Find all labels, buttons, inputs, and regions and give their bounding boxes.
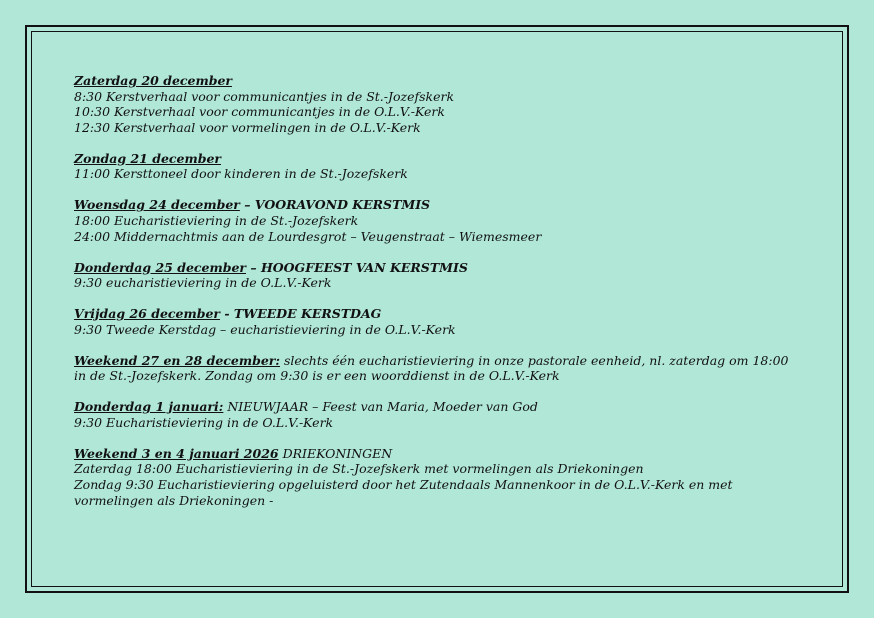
section-heading: Zaterdag 20 december bbox=[74, 73, 232, 88]
section-heading-suffix: – VOORAVOND KERSTMIS bbox=[239, 197, 431, 213]
section-heading-suffix: – HOOGFEEST VAN KERSTMIS bbox=[246, 259, 468, 275]
section-vrijdag-26-december bbox=[74, 306, 804, 337]
schedule-line: 18:00 Eucharistieviering in de St.-Jozefskerk bbox=[74, 212, 359, 228]
section-woensdag-24-december bbox=[74, 197, 804, 244]
section-zaterdag-20-december bbox=[74, 73, 804, 135]
section-weekend-27-28-december bbox=[74, 353, 804, 384]
section-heading: Weekend 27 en 28 december: bbox=[74, 352, 280, 368]
schedule-line: 9:30 Tweede Kerstdag – eucharistieviering in de O.L.V.-Kerk bbox=[74, 321, 456, 337]
schedule-line: 24:00 Middernachtmis aan de Lourdesgrot – Veugenstraat – Wiemesmeer bbox=[74, 228, 542, 244]
section-heading-tail: DRIEKONINGEN bbox=[278, 445, 393, 461]
schedule-line: 8:30 Kerstverhaal voor communicantjes in de St.-Jozefskerk bbox=[74, 88, 455, 104]
schedule-line: Zaterdag 18:00 Eucharistieviering in de St.-Jozefskerk met vormelingen als Driekoningen bbox=[74, 461, 644, 477]
section-heading: Woensdag 24 december bbox=[74, 197, 240, 213]
section-heading-suffix: - TWEEDE KERSTDAG bbox=[220, 306, 382, 322]
schedule-content bbox=[74, 73, 804, 524]
section-heading: Donderdag 25 december bbox=[74, 259, 246, 275]
schedule-line: 12:30 Kerstverhaal voor vormelingen in de O.L.V.-Kerk bbox=[74, 119, 421, 135]
section-zondag-21-december bbox=[74, 151, 804, 182]
section-weekend-3-4-januari-2026 bbox=[74, 446, 804, 508]
schedule-line: 10:30 Kerstverhaal voor communicantjes in de O.L.V.-Kerk bbox=[74, 104, 445, 120]
section-heading-tail: slechts één eucharistieviering in onze pastorale eenheid, nl. zaterdag om 18:00 in de St.-Jozefskerk. Zondag om 9:30 is er een woorddienst in de O.L.V.-Kerk bbox=[74, 352, 789, 384]
section-heading: Vrijdag 26 december bbox=[74, 306, 220, 322]
section-heading: Donderdag 1 januari: bbox=[74, 399, 224, 415]
schedule-line: 9:30 Eucharistieviering in de O.L.V.-Kerk bbox=[74, 414, 334, 430]
section-donderdag-25-december bbox=[74, 260, 804, 291]
schedule-line: 9:30 eucharistieviering in de O.L.V.-Kerk bbox=[74, 275, 332, 291]
schedule-line: Zondag 9:30 Eucharistieviering opgeluisterd door het Zutendaals Mannenkoor in de O.L.V.-Kerk en met vormelingen als Driekoningen - bbox=[74, 477, 733, 508]
schedule-line: 11:00 Kersttoneel door kinderen in de St.-Jozefskerk bbox=[74, 166, 408, 182]
section-heading: Zondag 21 december bbox=[74, 150, 221, 166]
section-heading: Weekend 3 en 4 januari 2026 bbox=[74, 445, 279, 461]
section-donderdag-1-januari bbox=[74, 399, 804, 430]
section-heading-tail: NIEUWJAAR – Feest van Maria, Moeder van God bbox=[223, 399, 538, 415]
